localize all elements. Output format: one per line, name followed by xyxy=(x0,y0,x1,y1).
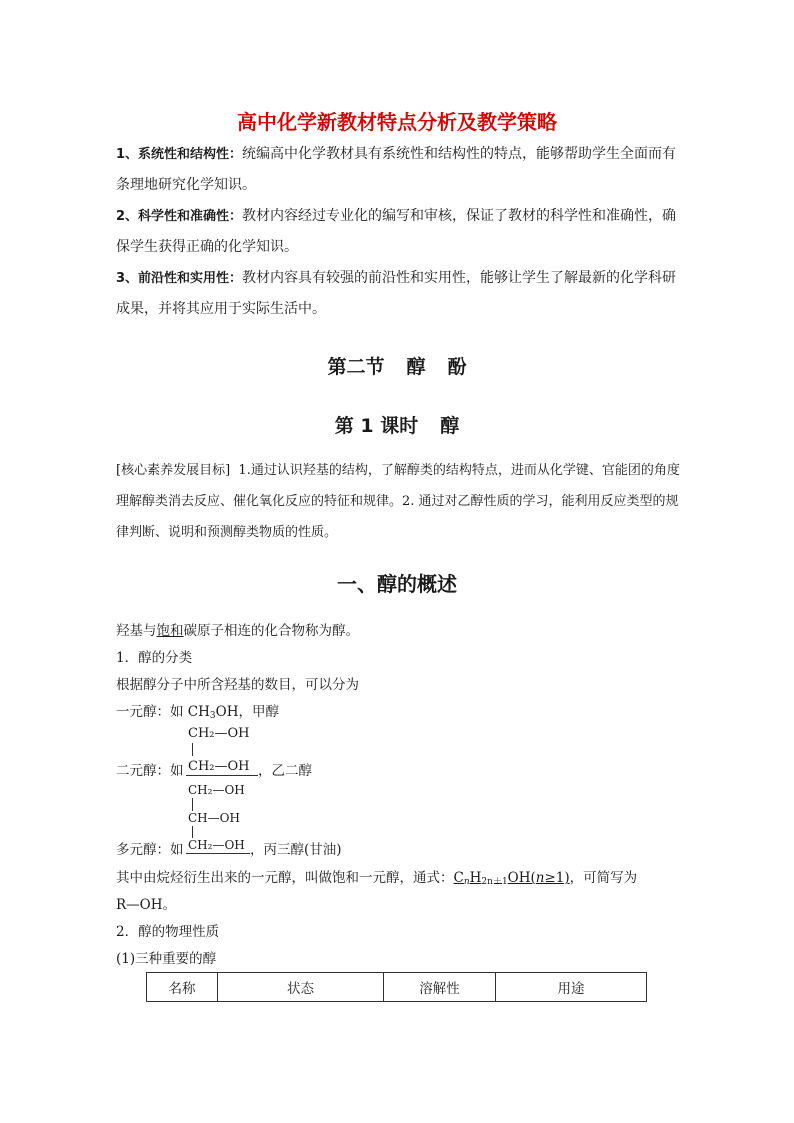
feature-text: 教材内容具有较强的前沿性和实用性，能够让学生了解最新的化学科研成果，并将其应用于实际生活中。 xyxy=(116,270,677,317)
table-header-cell: 状态 xyxy=(218,973,384,1002)
feature-1 xyxy=(116,139,681,201)
feature-label: 1、系统性和结构性： xyxy=(116,147,243,162)
glycerol-row-3: CH₂—OH xyxy=(188,838,245,852)
blank-answer: 饱和 xyxy=(156,623,184,639)
feature-label: 2、科学性和准确性： xyxy=(116,209,243,224)
goals-text: 1.通过认识羟基的结构，了解醇类的结构特点，进而从化学键、官能团的角度理解醇类消去反应、催化氧化反应的特征和规律。2. 通过对乙醇性质的学习，能利用反应类型的规律判断、说明和预测醇类物质的性质。 xyxy=(116,463,680,540)
physical-subtitle: (1)三种重要的醇 xyxy=(116,951,217,967)
underline-rule xyxy=(186,775,258,776)
short-form: R—OH。 xyxy=(116,897,177,913)
polyhydric-name: ，丙三醇(甘油) xyxy=(250,842,342,858)
feature-text: 统编高中化学教材具有系统性和结构性的特点，能够帮助学生全面而有条理地研究化学知识。 xyxy=(116,146,677,193)
classification-intro: 根据醇分子中所含羟基的数目，可以分为 xyxy=(116,677,359,693)
table-header-cell: 溶解性 xyxy=(384,973,496,1002)
core-goals xyxy=(116,455,681,548)
physical-title: 2．醇的物理性质 xyxy=(116,924,220,940)
feature-text: 教材内容经过专业化的编写和审核，保证了教材的科学性和准确性，确保学生获得正确的化学知识。 xyxy=(116,208,677,255)
glycol-row-1: CH₂—OH xyxy=(188,726,250,741)
feature-2 xyxy=(116,201,681,263)
polyhydric-label: 多元醇：如 xyxy=(116,842,184,858)
monohydric-line: 一元醇：如 $CH_3OH$，甲醇 xyxy=(116,704,279,721)
glycol-row-2: CH₂—OH xyxy=(188,759,250,774)
feature-3 xyxy=(116,263,681,325)
dihydric-name: ，乙二醇 xyxy=(258,763,312,779)
table-header-row xyxy=(147,973,647,1002)
definition: 羟基与饱和碳原子相连的化合物称为醇。 xyxy=(116,623,359,639)
alcohols-table xyxy=(146,972,647,1002)
glycerol-row-2: CH—OH xyxy=(188,811,240,825)
underline-rule xyxy=(186,853,250,854)
goals-label: [核心素养发展目标] xyxy=(116,463,231,478)
lesson-heading: 第 1 课时 醇 xyxy=(334,415,460,437)
page-title: 高中化学新教材特点分析及教学策略 xyxy=(237,110,557,134)
classification-title: 1．醇的分类 xyxy=(116,650,193,666)
bond-line xyxy=(192,826,193,838)
table-header-cell: 用途 xyxy=(496,973,647,1002)
saturated-line: 其中由烷烃衍生出来的一元醇，叫做饱和一元醇，通式：$C_nH_{2n+1}OH(n\ge 1)$，可简写为 xyxy=(116,870,638,887)
glycerol-row-1: CH₂—OH xyxy=(188,783,245,797)
general-formula: $C_nH_{2n+1}OH(n\ge 1)$ xyxy=(453,870,570,887)
feature-label: 3、前沿性和实用性： xyxy=(116,271,243,286)
bond-line xyxy=(192,798,193,811)
heading-alcohol-overview: 一、醇的概述 xyxy=(337,572,457,596)
table-header-cell: 名称 xyxy=(147,973,218,1002)
bond-line xyxy=(192,743,193,756)
dihydric-label: 二元醇：如 xyxy=(116,763,184,779)
section-heading: 第二节 醇 酚 xyxy=(327,356,467,378)
